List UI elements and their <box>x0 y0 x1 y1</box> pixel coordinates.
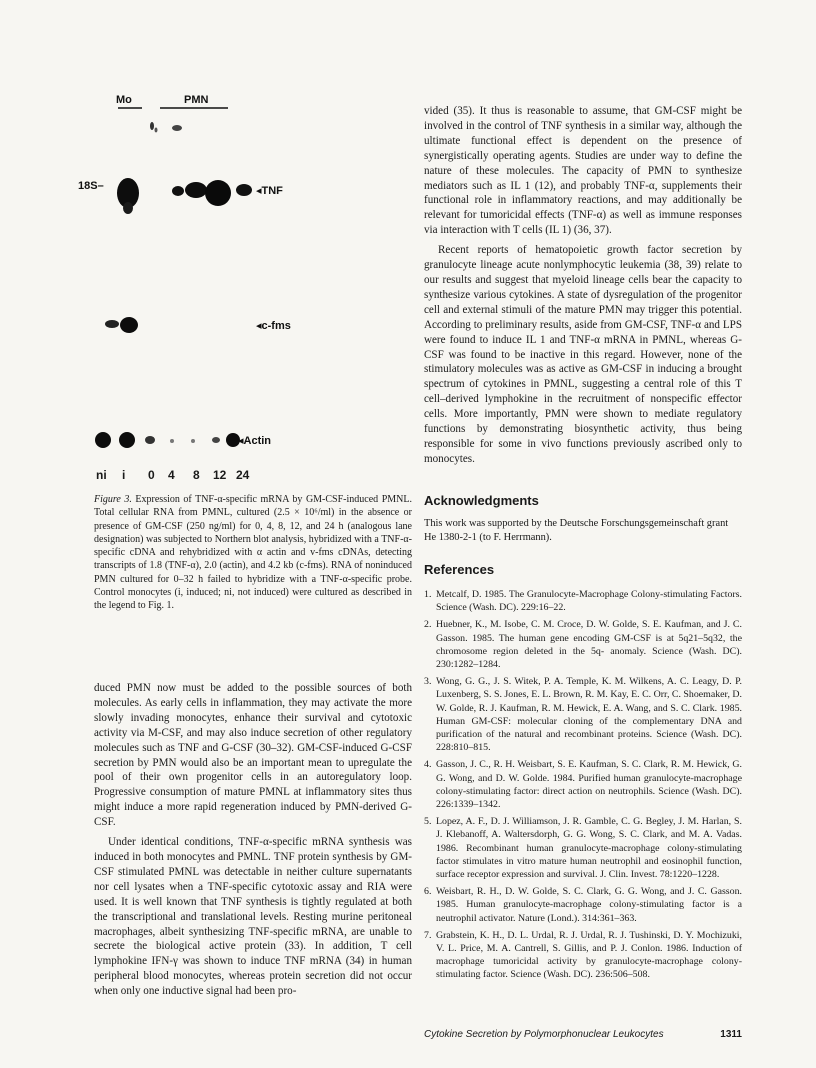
lane-label: ni <box>96 468 107 482</box>
caption-lead: Figure 3. <box>94 494 132 505</box>
paragraph: vided (35). It thus is reasonable to assume, that GM-CSF might be involved in the control of TNF synthesis in a similar way, although the ultimate functional effect is dependent on the presence of synergistically operating agents. Studies are under way to define the nature of these molecules. The capacity of PMN to synthesize mediators such as IL 1 (12), and probably TNF-α, supplements their functional role in inflammatory reactions, and may additionally be relevant for tumoricidal effects (TNF-α) as well as immune responses via interaction with T cells (IL 1) (36, 37). <box>424 105 742 237</box>
reference-item: 7. Grabstein, K. H., D. L. Urdal, R. J. Urdal, R. J. Tushinski, D. Y. Mochizuki, V. L. Price, M. A. Cantrell, S. Gillis, and P. J. Conlon. 1986. Induction of macrophage tumoricidal activity by granulocyte-macrophage colony-stimulating factor. Science (Wash. DC). 236:506–508. <box>424 929 742 981</box>
lane-label: i <box>122 468 126 482</box>
label-actin: ◂Actin <box>238 435 272 447</box>
caption-text: Expression of TNF-α-specific mRNA by GM-CSF-induced PMNL. Total cellular RNA from PMNL, cultured (2.5 × 10⁶/ml) in the absence or presence of GM-CSF (250 ng/ml) for 0, 4, 8, 12, and 24 h (analogous lane designation) was subjected to Northern blot analysis, hybridized with a TNF-α-specific cDNA and rehybridized with α actin and v-fms cDNAs, detecting transcripts of 1.8 (TNF-α), 2.0 (actin), and 4.2 kb (c-fms). RNA of noninduced PMN cultured for 0–32 h failed to hybridize with a TNF-α-specific probe. Control monocytes (i, induced; ni, not induced) were cultured as described in the legend to Fig. 1. <box>94 494 412 612</box>
label-mo: Mo <box>116 94 132 106</box>
reference-item: 2. Huebner, K., M. Isobe, C. M. Croce, D. W. Golde, S. E. Kaufman, and J. C. Gasson. 1985. The human gene encoding GM-CSF is at 5q21–5q32, the chromosome region deleted in the 5q- anomaly. Science (Wash. DC). 230:1282–1284. <box>424 619 742 671</box>
lane-label: 4 <box>168 468 175 482</box>
right-column-text <box>424 104 742 467</box>
paragraph: duced PMN now must be added to the possible sources of both molecules. As early cells in inflammation, they may activate the more slowly invading monocytes, enhance their survival and cytotoxic activity via M-CSF, and may also induce secretion of other regulatory molecules such as TNF and G-CSF (30–32). GM-CSF-induced G-CSF secretion by PMN would also be an important mean to upregulate the pool of their own progenitor cells in an autoregulatory loop. Progressive consumption of mature PMNL at inflammatory sites thus might induce a more rapid regeneration induced by PMN-derived G-CSF. <box>94 682 412 829</box>
reference-item: 5. Lopez, A. F., D. J. Williamson, J. R. Gamble, C. G. Begley, J. M. Harlan, S. J. Klebanoff, A. Waltersdorph, G. G. Wong, S. C. Clark, and M. A. Vadas. 1986. Recombinant human granulocyte-macrophage colony-stimulating factor stimulates in vitro mature human neutrophil and eosinophil function, surface receptor expression and survival. J. Clin. Invest. 78:1220–1228. <box>424 816 742 881</box>
references-heading: References <box>424 562 495 577</box>
paragraph: Recent reports of hematopoietic growth factor secretion by granulocyte lineage acute nonlymphocytic leukemia (38, 39) relate to our results and suggest that myeloid lineage cells bear the capacity to synthesize various cytokines. A state of dysregulation of the progenitor cell and external stimuli of the mature PMN may trigger this potential. According to preliminary results, aside from GM-CSF, TNF-α and LPS were found to induce IL 1 and TNF-α mRNA in PMNL, whereas G-CSF was found to be inactive in this regard. However, none of the stimulatory molecules was as active as GM-CSF in inducing a brought spectrum of cytokines in PMNL, suggesting a central role of this T cell–derived lymphokine in the recruitment of nonspecific effector cells. More importantly, PMN were shown to mediate regulatory functions by demonstrating biosynthetic activity, thus being responsible for some in vivo functions previously ascribed only to monocytes. <box>424 244 742 465</box>
reference-list <box>424 588 742 986</box>
acknowledgments-heading: Acknowledgments <box>424 493 539 508</box>
lane-label: 0 <box>148 468 155 482</box>
label-pmn: PMN <box>184 94 209 106</box>
lane-label: 8 <box>193 468 200 482</box>
reference-item: 4. Gasson, J. C., R. H. Weisbart, S. E. Kaufman, S. C. Clark, R. M. Hewick, G. G. Wong, and D. W. Golde. 1984. Purified human granulocyte-macrophage colony-stimulating factor: direct action on neutrophils. Science (Wash. DC). 226:1339–1342. <box>424 759 742 811</box>
page-number: 1311 <box>720 1029 742 1040</box>
reference-item: 6. Weisbart, R. H., D. W. Golde, S. C. Clark, G. G. Wong, and J. C. Gasson. 1985. Human granulocyte-macrophage colony-stimulating factor is a neutrophil activator. Nature (Lond.). 314:361–363. <box>424 886 742 924</box>
lane-label: 12 <box>213 468 227 482</box>
label-tnf: ◂TNF <box>256 185 283 197</box>
running-title: Cytokine Secretion by Polymorphonuclear Leukocytes <box>424 1029 664 1040</box>
reference-item: 1. Metcalf, D. 1985. The Granulocyte-Macrophage Colony-stimulating Factors. Science (Wash. DC). 229:16–22. <box>424 589 742 614</box>
figure-caption <box>94 493 412 613</box>
label-cfms: ◂c-fms <box>256 320 291 332</box>
northern-blot-image <box>0 0 410 490</box>
reference-item: 3. Wong, G. G., J. S. Witek, P. A. Temple, K. M. Wilkens, A. C. Leagy, D. P. Luxenberg, S. S. Jones, E. L. Brown, R. M. Kay, E. C. Orr, C. Shoemaker, D. W. Golde, R. J. Kaufman, R. M. Hewick, E. A. Wang, and S. C. Clark. 1985. Human GM-CSF: molecular cloning of the complementary DNA and purification of the natural and recombinant proteins. Science (Wash. DC). 228:810–815. <box>424 676 742 754</box>
page-footer <box>424 1029 742 1040</box>
left-column-text <box>94 681 412 999</box>
paragraph: Under identical conditions, TNF-α-specific mRNA synthesis was induced in both monocytes and PMNL. TNF protein synthesis by GM-CSF stimulated PMNL was detectable in neither culture supernatants nor cell lysates when a TNF-specific cytotoxic assay and RIA were used. It is well known that TNF synthesis is tightly regulated at both the transcriptional and translational levels. Resting murine peritoneal macrophages, albeit synthesizing TNF-specific mRNA, are unable to secrete the biological active protein (33). In addition, T cell lymphokine IFN-γ was shown to induce TNF mRNA (34) in human peripheral blood monocytes, whereas protein secretion did not occur when only one inductive signal had been pro- <box>94 836 412 998</box>
lane-label: 24 <box>236 468 250 482</box>
acknowledgments-text: This work was supported by the Deutsche Forschungsgemeinschaft grant He 1380-2-1 (to F. Herrmann). <box>424 518 729 543</box>
marker-18s: 18S– <box>78 180 104 192</box>
